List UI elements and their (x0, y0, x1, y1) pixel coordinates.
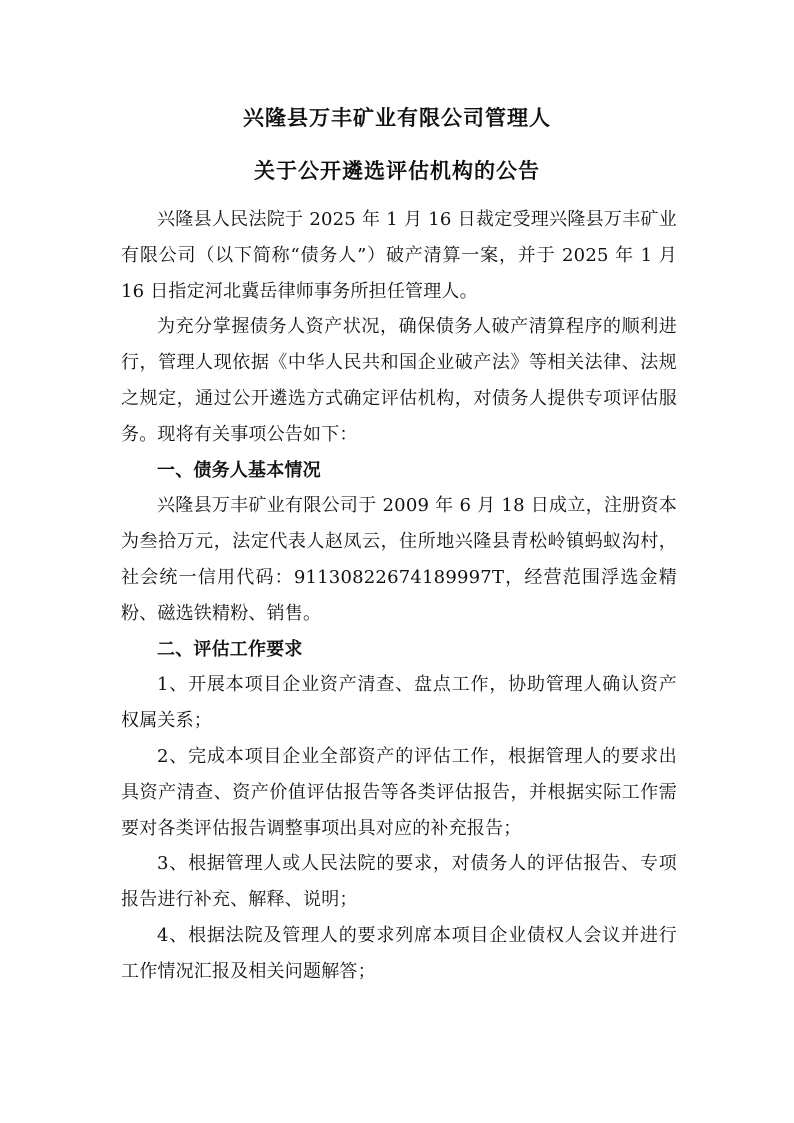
section-2-item-1: 1、开展本项目企业资产清查、盘点工作，协助管理人确认资产权属关系； (121, 674, 677, 732)
section-1-paragraph: 兴隆县万丰矿业有限公司于 2009 年 6 月 18 日成立，注册资本为叁拾万元，法定代表人赵凤云，住所地兴隆县青松岭镇蚂蚁沟村，社会统一信用代码：91130822674189997T，经营范围浮选金精粉、磁选铁精粉、销售。 (121, 495, 677, 624)
section-2-item-4: 4、根据法院及管理人的要求列席本项目企业债权人会议并进行工作情况汇报及相关问题解答； (121, 924, 677, 982)
title-line-1: 兴隆县万丰矿业有限公司管理人 (243, 106, 551, 130)
section-1-heading: 一、债务人基本情况 (157, 459, 321, 481)
intro-paragraph-1: 兴隆县人民法院于 2025 年 1 月 16 日裁定受理兴隆县万丰矿业有限公司（以下简称“债务人”）破产清算一案，并于 2025 年 1 月 16 日指定河北冀岳律师事务所担任管理人。 (121, 209, 677, 302)
section-2-item-2: 2、完成本项目企业全部资产的评估工作，根据管理人的要求出具资产清查、资产价值评估报告等各类评估报告，并根据实际工作需要对各类评估报告调整事项出具对应的补充报告； (121, 745, 677, 839)
section-2-item-3: 3、根据管理人或人民法院的要求，对债务人的评估报告、专项报告进行补充、解释、说明； (121, 853, 677, 911)
document-body (121, 202, 677, 990)
section-2-heading: 二、评估工作要求 (157, 638, 303, 660)
intro-paragraph-2: 为充分掌握债务人资产状况，确保债务人破产清算程序的顺利进行，管理人现依据《中华人民共和国企业破产法》等相关法律、法规之规定，通过公开遴选方式确定评估机构，对债务人提供专项评估服务。现将有关事项公告如下： (121, 316, 677, 445)
title-line-2: 关于公开遴选评估机构的公告 (254, 159, 540, 183)
